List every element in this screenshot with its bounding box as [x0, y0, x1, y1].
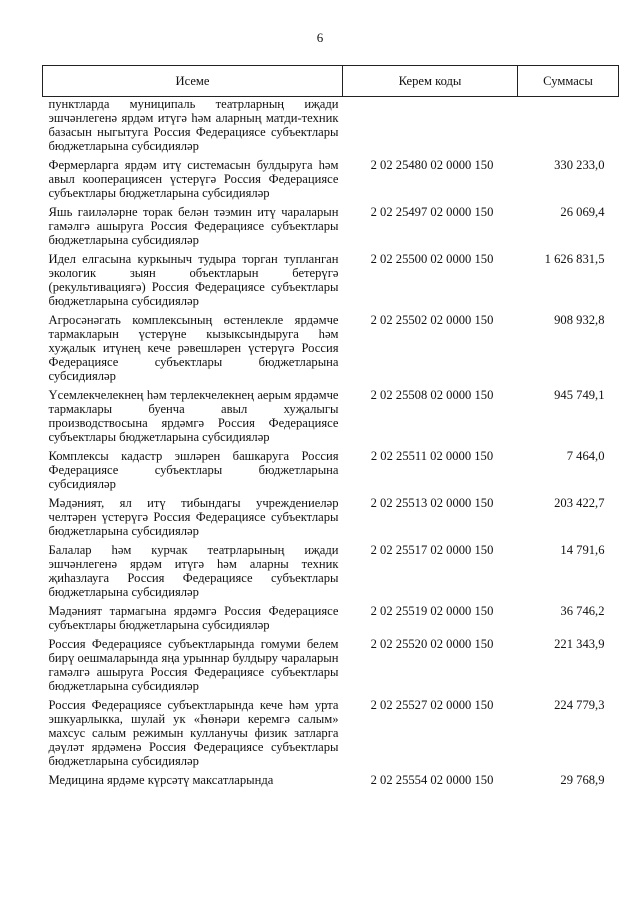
row-code: 2 02 25513 02 0000 150	[370, 496, 494, 510]
row-code: 2 02 25511 02 0000 150	[370, 449, 494, 463]
budget-table	[42, 65, 619, 792]
row-name: Фермерларга ярдәм итү системасын булдыруга һәм авыл кооперациясен үстерүгә Россия Федерациясе субъектлары бюджетларына субсидияләр	[48, 158, 339, 200]
row-sum: 29 768,9	[560, 773, 605, 787]
table-row	[43, 388, 619, 449]
table-row	[43, 698, 619, 773]
table-row	[43, 313, 619, 388]
row-sum: 26 069,4	[560, 205, 605, 219]
table-row	[43, 158, 619, 205]
table-row	[43, 637, 619, 698]
header-sum: Суммасы	[518, 66, 619, 97]
row-sum: 224 779,3	[554, 698, 605, 712]
table-row	[43, 252, 619, 313]
row-code: 2 02 25527 02 0000 150	[370, 698, 494, 712]
row-name: Россия Федерациясе субъектларында гомуми белем бирү оешмаларында яңа урыннар булдыру чараларын гамәлгә ашыруга Россия Федерациясе субъектлары бюджетларына субсидияләр	[48, 637, 339, 693]
row-sum: 945 749,1	[554, 388, 605, 402]
row-code: 2 02 25508 02 0000 150	[370, 388, 494, 402]
row-sum: 7 464,0	[566, 449, 605, 463]
row-sum: 908 932,8	[554, 313, 605, 327]
header-code: Керем коды	[343, 66, 518, 97]
row-name: Мәдәният тармагына ярдәмгә Россия Федерациясе субъектлары бюджетларына субсидияләр	[48, 604, 339, 632]
row-name: Мәдәният, ял итү тибындагы учреждениеләр челтәрен үстерүгә Россия Федерациясе субъектлары бюджетларына субсидияләр	[48, 496, 339, 538]
table-row	[43, 773, 619, 792]
row-code: 2 02 25480 02 0000 150	[370, 158, 494, 172]
row-name: Агросәнәгать комплексының өстенлекле ярдәмче тармакларын үстерүне кызыксындыруга һәм хуҗалык итүнең кече рәвешләрен үстерүгә Россия Федерациясе субъектлары бюджетларына субсидияләр	[48, 313, 339, 383]
row-sum: 330 233,0	[554, 158, 605, 172]
table-row	[43, 449, 619, 496]
header-name: Исеме	[43, 66, 343, 97]
row-code: 2 02 25554 02 0000 150	[370, 773, 494, 787]
row-name: Комплексы кадастр эшләрен башкаруга Россия Федерациясе субъектлары бюджетларына субсидияләр	[48, 449, 339, 491]
table-header-row	[43, 66, 619, 97]
row-sum: 1 626 831,5	[544, 252, 605, 266]
row-code: 2 02 25519 02 0000 150	[370, 604, 494, 618]
row-sum: 36 746,2	[560, 604, 605, 618]
row-name: Балалар һәм курчак театрларының иҗади эшчәнлегенә ярдәм итүгә һәм аларны техник җиһазлауга Россия Федерациясе субъектлары бюджетларына субсидияләр	[48, 543, 339, 599]
row-code: 2 02 25517 02 0000 150	[370, 543, 494, 557]
row-name: пунктларда муниципаль театрларның иҗади эшчәнлегенә ярдәм итүгә һәм аларның матди-техник базасын ныгытуга Россия Федерациясе субъектлары бюджетларына субсидияләр	[48, 97, 339, 153]
row-code: 2 02 25500 02 0000 150	[370, 252, 494, 266]
table-row	[43, 543, 619, 604]
table-row	[43, 496, 619, 543]
row-sum: 14 791,6	[560, 543, 605, 557]
row-sum: 221 343,9	[554, 637, 605, 651]
table-row-continuation	[43, 97, 619, 159]
page-number: 6	[316, 30, 324, 45]
row-name: Яшь гаиләләрне торак белән тәэмин итү чараларын гамәлгә ашыруга Россия Федерациясе субъектлары бюджетларына субсидияләр	[48, 205, 339, 247]
row-sum: 203 422,7	[554, 496, 605, 510]
row-name: Үсемлекчелекнең һәм терлекчелекнең аерым ярдәмче тармаклары буенча авыл хуҗалыгы производствосына ярдәмгә Россия Федерациясе субъектлары бюджетларына субсидияләр	[48, 388, 339, 444]
table-row	[43, 205, 619, 252]
row-code: 2 02 25502 02 0000 150	[370, 313, 494, 327]
row-code: 2 02 25497 02 0000 150	[370, 205, 494, 219]
row-code: 2 02 25520 02 0000 150	[370, 637, 494, 651]
row-name: Идел елгасына куркыныч тудыра торган тупланган экологик зыян объектларын бетерүгә (рекультивациягә) Россия Федерациясе субъектлары бюджетларына субсидияләр	[48, 252, 339, 308]
row-name: Россия Федерациясе субъектларында кече һәм урта эшкуарлыкка, шулай ук «Һөнәри керемгә салым» махсус салым режимын кулланучы физик затларга дәүләт ярдәменә Россия Федерациясе субъектлары бюджетларына субсидияләр	[48, 698, 339, 768]
row-name: Медицина ярдәме күрсәтү максатларында	[48, 773, 274, 787]
table-row	[43, 604, 619, 637]
